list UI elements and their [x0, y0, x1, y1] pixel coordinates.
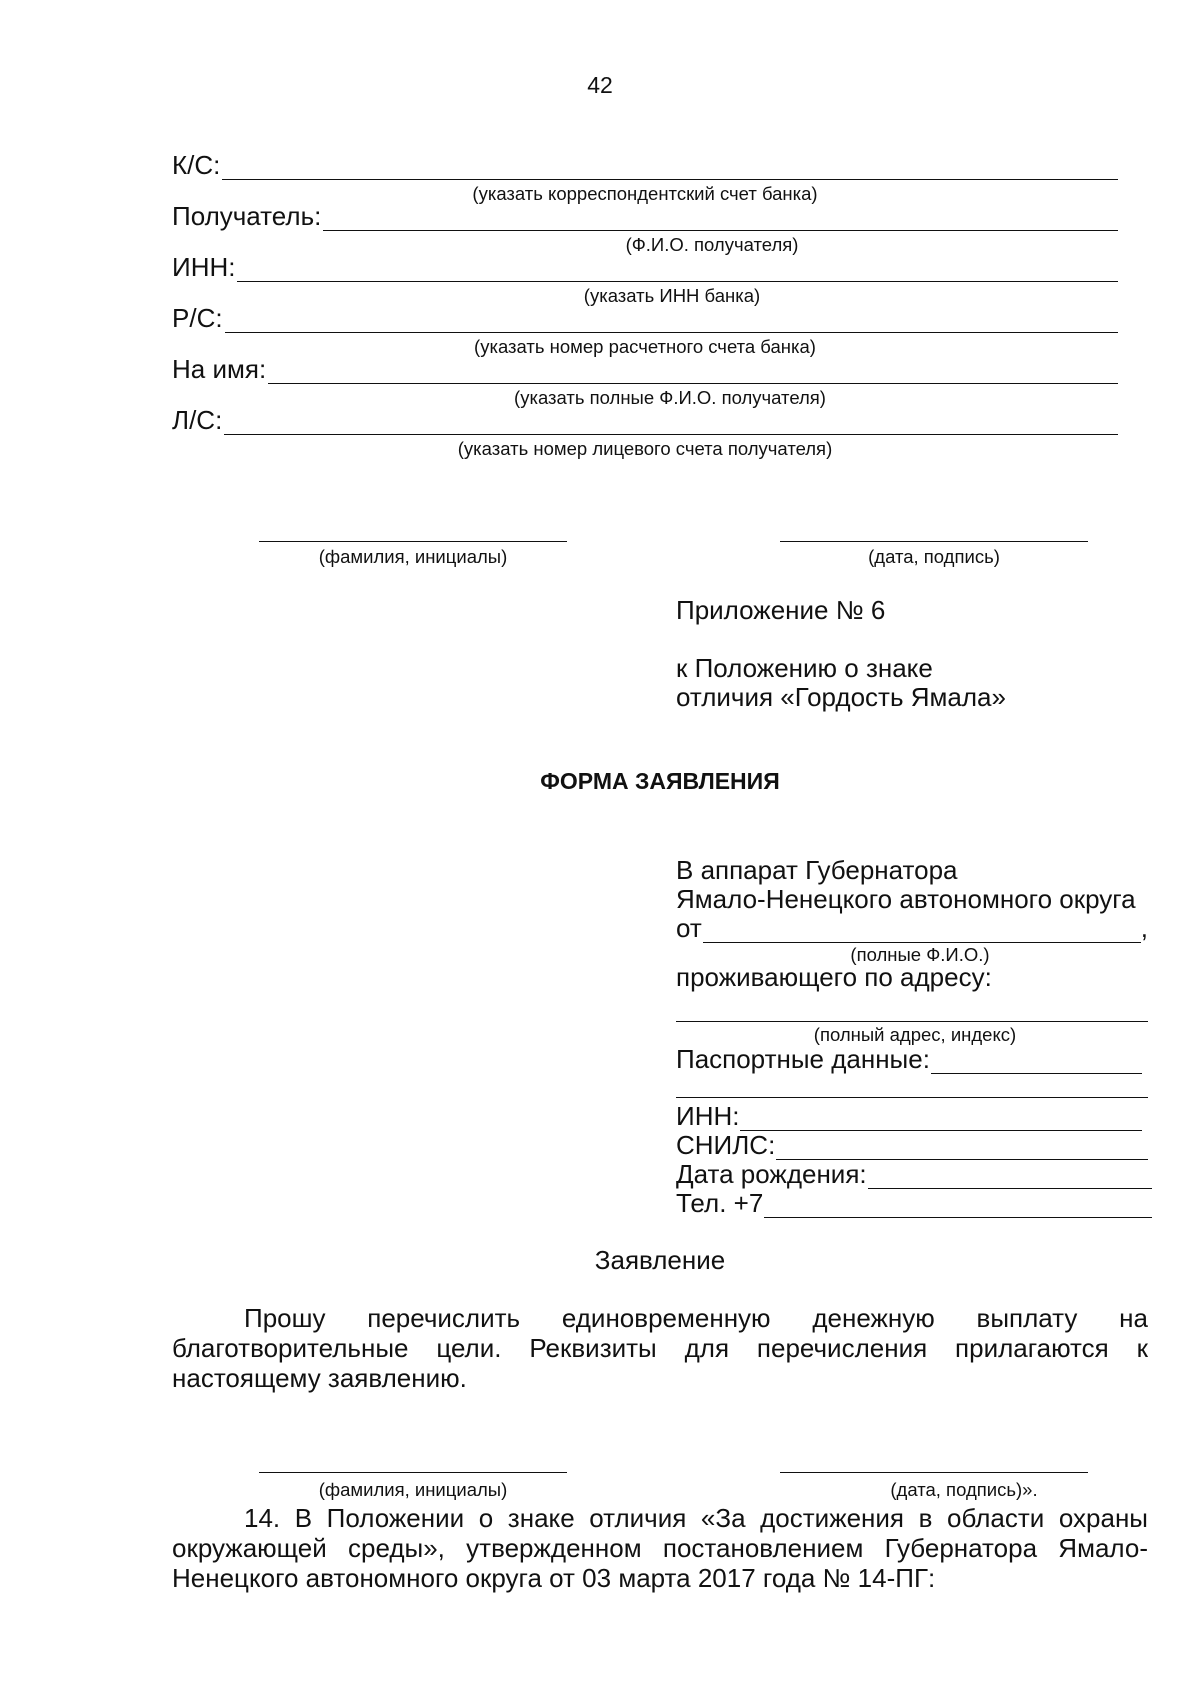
- field-hint: (Ф.И.О. получателя): [625, 234, 799, 255]
- appendix-reference-line1: к Положению о знаке: [676, 653, 933, 683]
- signature-date-label: (дата, подпись): [868, 546, 1000, 567]
- field-hint: (указать корреспондентский счет банка): [472, 183, 818, 204]
- fill-line: [931, 1051, 1142, 1074]
- signature-name-label: (фамилия, инициалы): [318, 1479, 508, 1500]
- field-suffix: ,: [1140, 913, 1148, 943]
- appendix-number: Приложение № 6: [676, 595, 886, 625]
- address-hint: (полный адрес, индекс): [813, 1024, 1017, 1045]
- field-hint: (указать номер расчетного счета банка): [474, 336, 816, 357]
- field-label: На имя:: [172, 354, 267, 384]
- inn-personal-field: [676, 1101, 1142, 1131]
- signature-name-label: (фамилия, инициалы): [318, 546, 508, 567]
- from-field: [676, 913, 1148, 943]
- field-label: Тел. +7: [676, 1188, 764, 1218]
- settlement-account-field: [172, 303, 1118, 333]
- field-label: Получатель:: [172, 201, 322, 231]
- form-title: ФОРМА ЗАЯВЛЕНИЯ: [540, 768, 780, 794]
- fill-line: [776, 1137, 1148, 1160]
- statement-text: Прошу перечислить единовременную денежную выплату на благотворительные цели. Реквизиты для перечисления прилагаются к настоящему заявлению.: [172, 1303, 1148, 1393]
- fill-line: [268, 361, 1118, 384]
- addressee-line1: В аппарат Губернатора: [676, 855, 958, 885]
- personal-account-field: [172, 405, 1118, 435]
- fill-line: [222, 157, 1118, 180]
- field-label: Паспортные данные:: [676, 1044, 930, 1074]
- fill-line: [868, 1166, 1152, 1189]
- field-hint: (указать номер лицевого счета получателя): [457, 438, 833, 459]
- phone-field: [676, 1188, 1152, 1218]
- field-label: Дата рождения:: [676, 1159, 867, 1189]
- statement-heading: Заявление: [594, 1245, 726, 1275]
- passport-field: [676, 1044, 1142, 1074]
- signature-name-line: [259, 1472, 567, 1473]
- correspondent-account-field: [172, 150, 1118, 180]
- fill-line: [225, 310, 1118, 333]
- field-label: СНИЛС:: [676, 1130, 776, 1160]
- birth-date-field: [676, 1159, 1152, 1189]
- field-hint: (указать ИНН банка): [583, 285, 761, 306]
- passport-fill-line: [676, 1097, 1148, 1098]
- fill-line: [740, 1108, 1142, 1131]
- amendment-paragraph: [172, 1503, 1148, 1593]
- fill-line: [703, 920, 1141, 943]
- field-label: Р/С:: [172, 303, 223, 333]
- page-number: 42: [587, 72, 613, 98]
- field-label: Л/С:: [172, 405, 223, 435]
- recipient-field: [172, 201, 1118, 231]
- address-label: проживающего по адресу:: [676, 962, 992, 992]
- field-label: ИНН:: [676, 1101, 740, 1131]
- addressee-line2: Ямало-Ненецкого автономного округа: [676, 884, 1136, 914]
- field-label: ИНН:: [172, 252, 236, 282]
- fill-line: [764, 1195, 1152, 1218]
- inn-field: [172, 252, 1118, 282]
- field-hint: (указать полные Ф.И.О. получателя): [514, 387, 826, 408]
- fill-line: [237, 259, 1118, 282]
- signature-date-line: [780, 541, 1088, 542]
- fill-line: [224, 412, 1118, 435]
- field-label: К/С:: [172, 150, 221, 180]
- name-field: [172, 354, 1118, 384]
- signature-name-line: [259, 541, 567, 542]
- address-fill-line: [676, 1021, 1148, 1022]
- statement-paragraph: [172, 1303, 1148, 1393]
- signature-date-label: (дата, подпись)».: [890, 1479, 1038, 1500]
- fill-line: [323, 208, 1118, 231]
- signature-date-line: [780, 1472, 1088, 1473]
- appendix-reference-line2: отличия «Гордость Ямала»: [676, 682, 1006, 712]
- field-label: от: [676, 913, 702, 943]
- amendment-text: 14. В Положении о знаке отличия «За достижения в области охраны окружающей среды», утвержденном постановлением Губернатора Ямало-Ненецкого автономного округа от 03 марта 2017 года № 14-ПГ:: [172, 1503, 1148, 1593]
- from-hint: (полные Ф.И.О.): [850, 944, 990, 965]
- snils-field: [676, 1130, 1148, 1160]
